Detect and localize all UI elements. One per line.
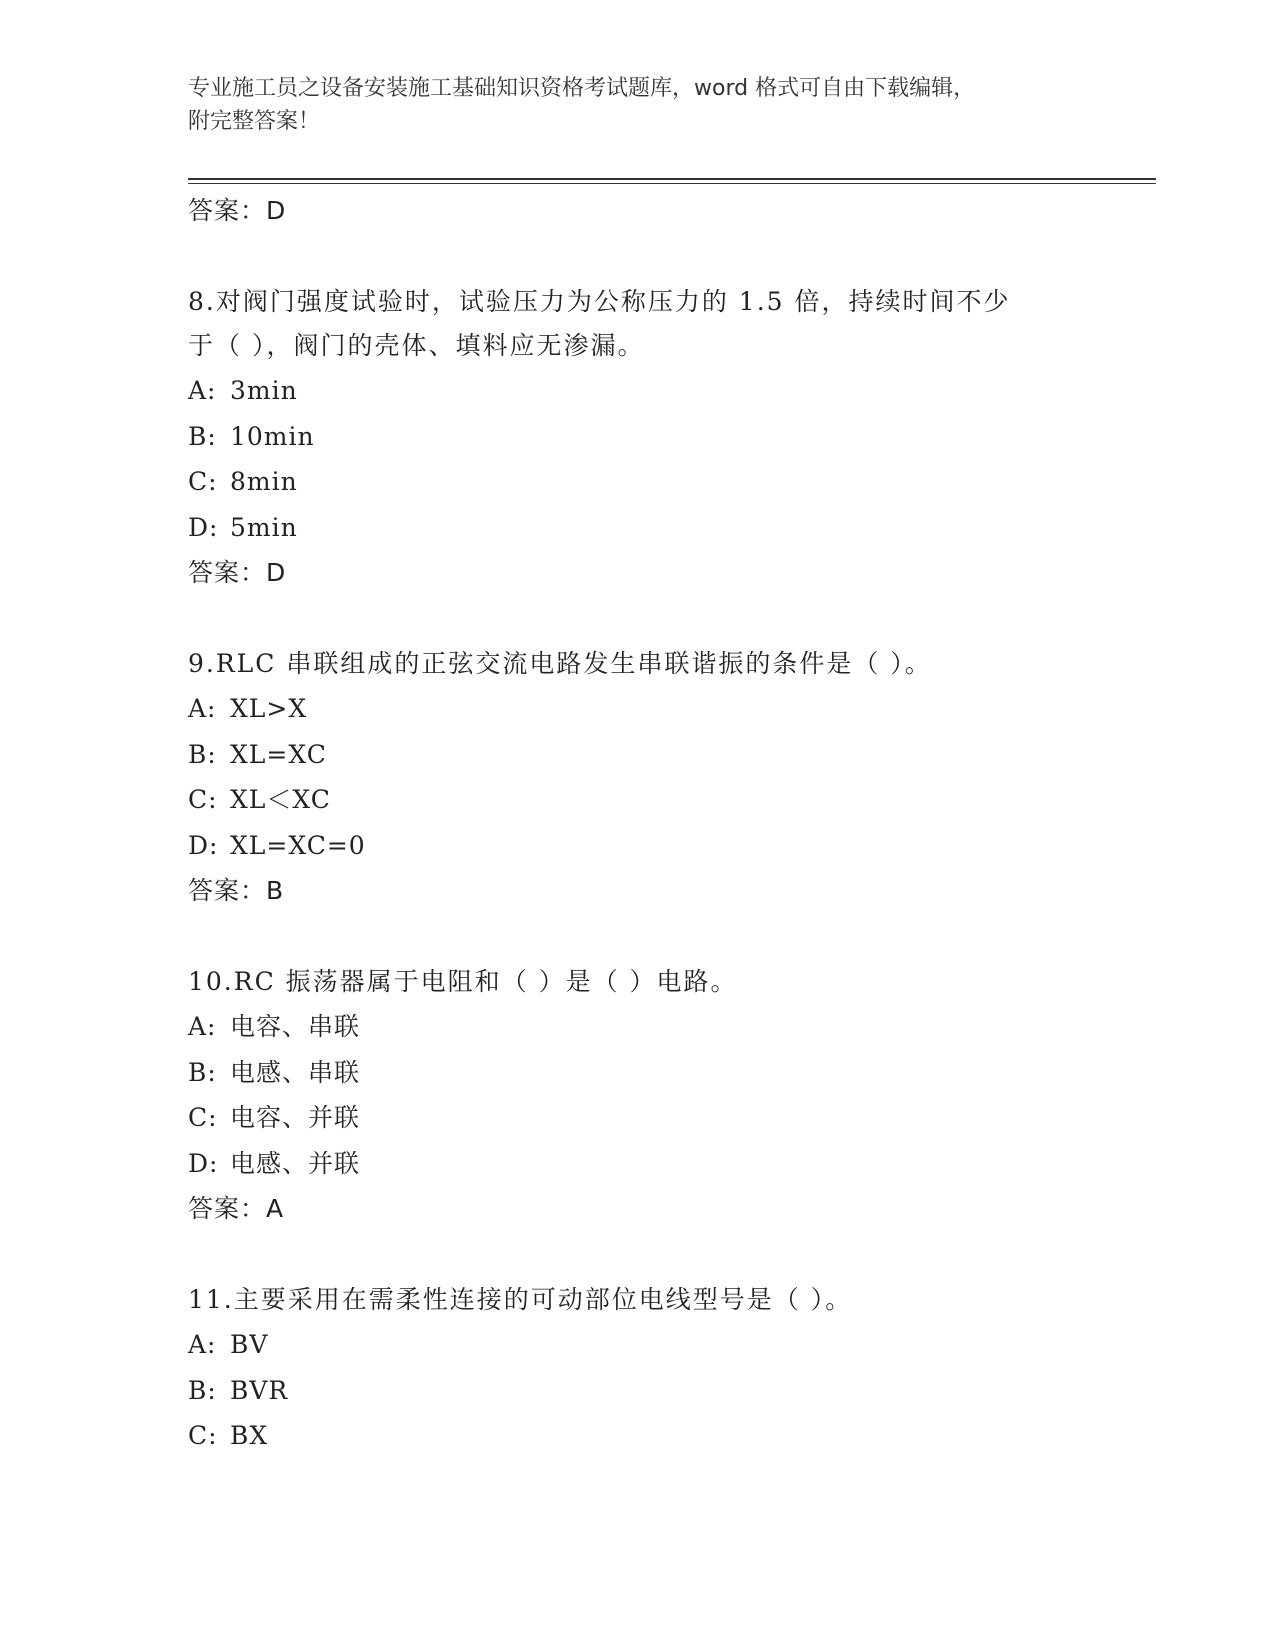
option-d: D: 5min [188,512,298,542]
option-b: B: 电感、串联 [188,1057,361,1087]
answer-value: D [266,196,287,225]
header-line-1: 专业施工员之设备安装施工基础知识资格考试题库，word 格式可自由下载编辑， [188,76,976,101]
answer-label: 答案： [188,1194,267,1224]
question-text: 9.RLC 串联组成的正弦交流电路发生串联谐振的条件是（ ）。 [188,648,932,678]
header-divider-thin [188,183,1156,184]
option-c: C: BX [188,1421,269,1451]
option-b: B: BVR [188,1375,289,1405]
header-divider-thick [188,178,1156,180]
question-block [188,1278,1088,1459]
document-header [188,72,1068,138]
question-block [188,642,1088,914]
answer-label: 答案： [188,196,267,225]
answer-line [188,1186,1088,1232]
header-line-2: 附完整答案！ [188,109,321,134]
question-text: 8.对阀门强度试验时，试验压力为公称压力的 1.5 倍，持续时间不少 于（ ），阀门的壳体、填料应无渗漏。 [188,287,1011,360]
question-text: 11.主要采用在需柔性连接的可动部位电线型号是（ ）。 [188,1284,853,1314]
question-block [188,280,1088,596]
answer-value: B [266,876,285,906]
answer-value: D [266,558,287,588]
option-d: D: 电感、并联 [188,1148,361,1178]
question-list [188,188,1088,1459]
question-text: 10.RC 振荡器属于电阻和（ ）是（ ）电路。 [188,966,738,996]
option-b: B: 10min [188,421,315,451]
question-block [188,960,1088,1232]
option-a: A: XL>X [188,693,308,723]
answer-label: 答案： [188,876,267,906]
option-c: C: 8min [188,467,298,497]
option-c: C: XL＜XC [188,785,331,815]
answer-label: 答案： [188,558,267,588]
answer-line [188,188,1088,234]
option-a: A: BV [188,1329,269,1359]
option-a: A: 电容、串联 [188,1011,361,1041]
answer-line [188,868,1088,914]
option-a: A: 3min [188,376,298,405]
answer-value: A [266,1194,285,1224]
option-d: D: XL=XC=0 [188,830,366,860]
option-c: C: 电容、并联 [188,1103,361,1133]
option-b: B: XL=XC [188,739,327,769]
answer-line [188,550,1088,596]
